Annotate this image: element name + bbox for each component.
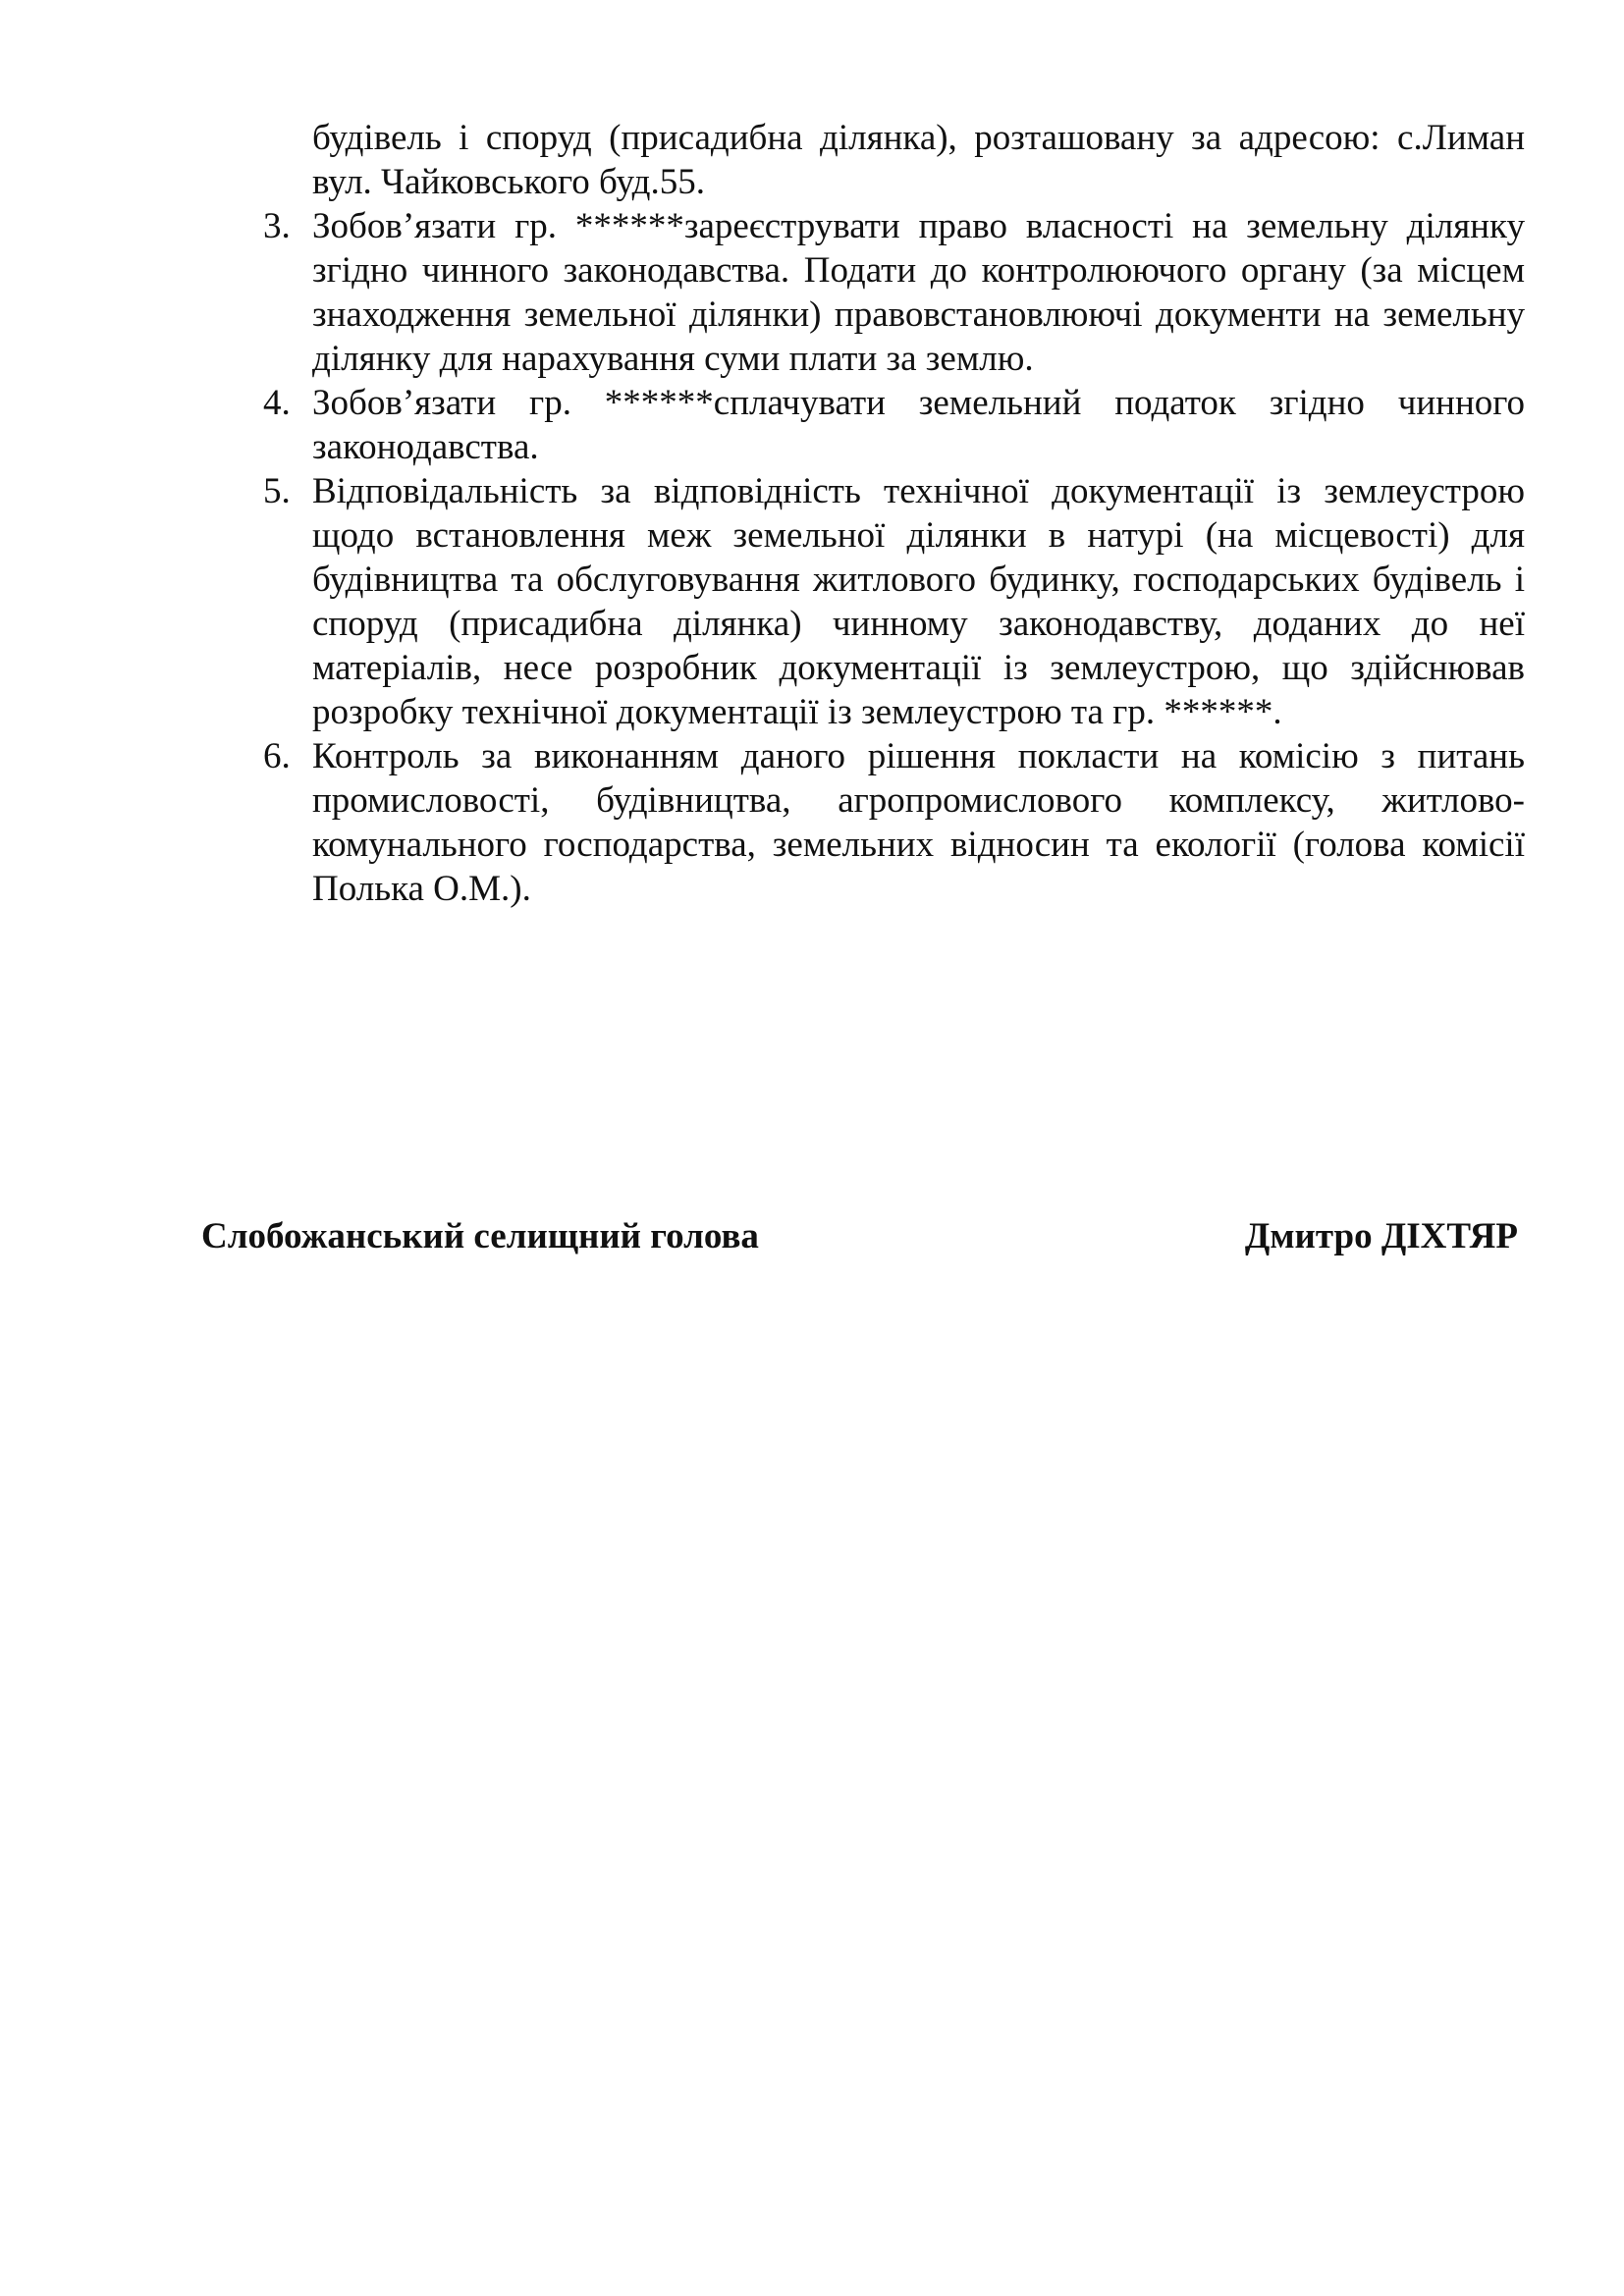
list-item-6 — [263, 734, 1525, 911]
list-text: Зобов’язати гр. ******зареєструвати право власності на земельну ділянку згідно чинного законодавства. Подати до контролюючого органу (за місцем знаходження земельної ділянки) правовстановлюючі документи на земельну ділянку для нарахування суми плати за землю. — [312, 206, 1525, 379]
list-number: 6. — [263, 736, 291, 776]
decision-body — [263, 116, 1525, 911]
list-item-4 — [263, 381, 1525, 469]
list-item-3 — [263, 204, 1525, 381]
signature-name: Дмитро ДІХТЯР — [1244, 1216, 1518, 1256]
list-item-5 — [263, 469, 1525, 734]
list-number: 4. — [263, 383, 291, 423]
list-text: Зобов’язати гр. ******сплачувати земельний податок згідно чинного законодавства. — [312, 383, 1525, 467]
continuation-paragraph: будівель і споруд (присадибна ділянка), розташовану за адресою: с.Лиман вул. Чайковського буд.55. — [312, 118, 1525, 202]
list-number: 3. — [263, 206, 291, 246]
list-number: 5. — [263, 471, 291, 511]
signature-title: Слобожанський селищний голова — [201, 1216, 759, 1256]
list-text: Контроль за виконанням даного рішення покласти на комісію з питань промисловості, будівництва, агропромислового комплексу, житлово-комунального господарства, земельних відносин та екології (голова комісії Полька О.М.). — [312, 736, 1525, 909]
list-text: Відповідальність за відповідність технічної документації із землеустрою щодо встановлення меж земельної ділянки в натурі (на місцевості) для будівництва та обслуговування житлового будинку, господарських будівель і споруд (присадибна ділянка) чинному законодавству, доданих до неї матеріалів, несе розробник документації із землеустрою, що здійснював розробку технічної документації із землеустрою та гр. ******. — [312, 471, 1525, 732]
